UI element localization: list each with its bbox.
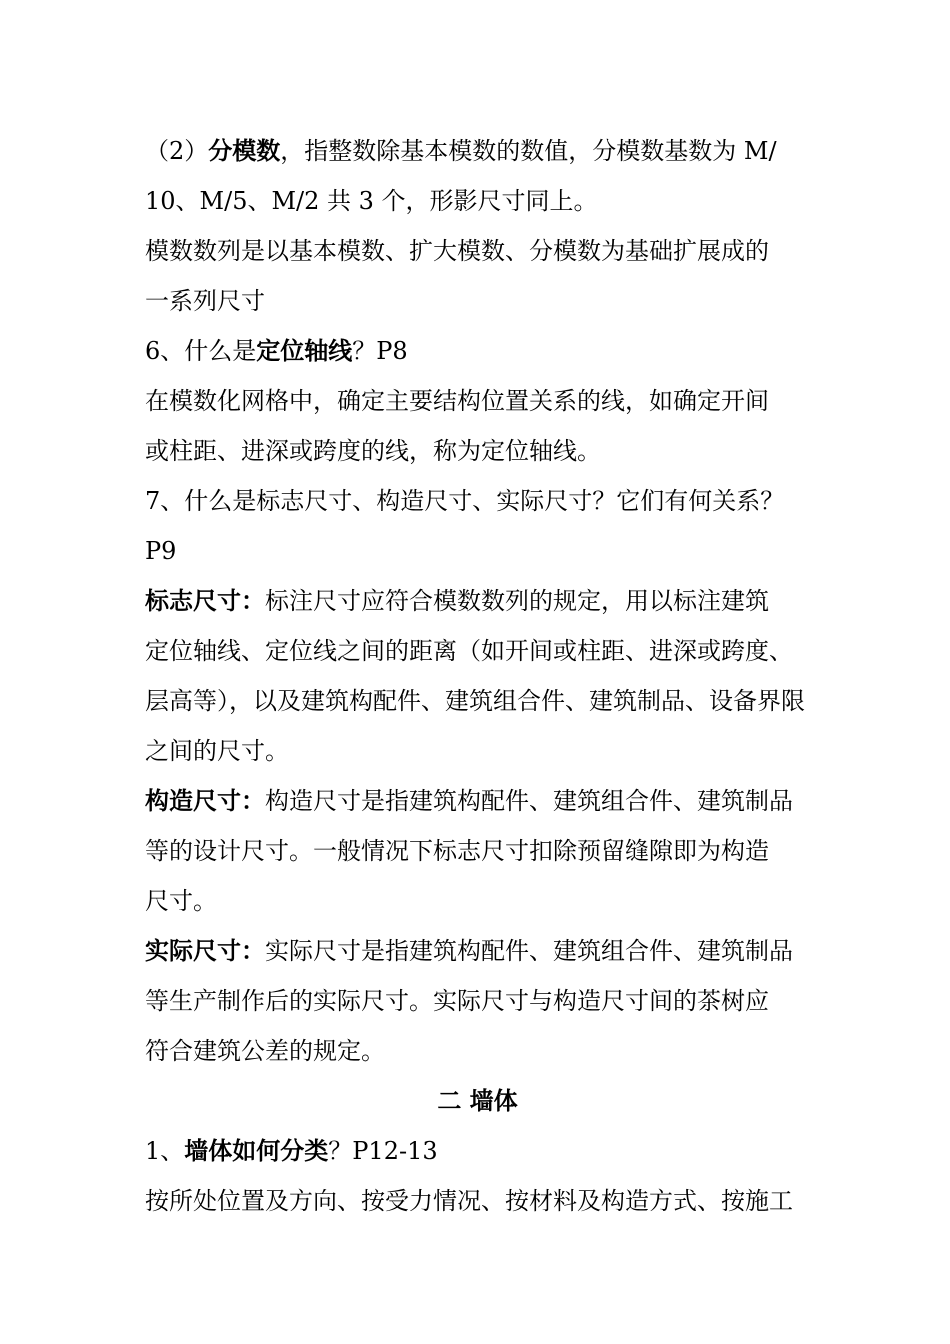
line-text: 实际尺寸是指建筑构配件、建筑组合件、建筑制品 bbox=[265, 937, 793, 965]
line-text: 10、M/5、M/2 共 3 个，形影尺寸同上。 bbox=[145, 187, 598, 215]
text-line-9 bbox=[145, 526, 810, 576]
line-text: 符合建筑公差的规定。 bbox=[145, 1037, 385, 1065]
line-text: 之间的尺寸。 bbox=[145, 737, 289, 765]
question-1 bbox=[145, 1126, 810, 1176]
text-line-10 bbox=[145, 576, 810, 626]
bold-term: 标志尺寸： bbox=[145, 587, 265, 615]
line-text: 定位轴线、定位线之间的距离（如开间或柱距、进深或跨度、 bbox=[145, 637, 793, 665]
question-6 bbox=[145, 326, 810, 376]
section-title: 二 墙体 bbox=[437, 1087, 518, 1115]
text-line-4 bbox=[145, 276, 810, 326]
line-text: 1、 bbox=[145, 1137, 185, 1165]
line-text: 一系列尺寸 bbox=[145, 287, 265, 315]
bold-term: 墙体如何分类 bbox=[184, 1137, 329, 1165]
text-line-12 bbox=[145, 676, 810, 726]
question-7 bbox=[145, 476, 810, 526]
line-text: 在模数化网格中，确定主要结构位置关系的线，如确定开间 bbox=[145, 387, 769, 415]
line-text: 7、什么是标志尺寸、构造尺寸、实际尺寸？它们有何关系？ bbox=[145, 487, 785, 515]
line-text: ，指整数除基本模数的数值，分模数基数为 M/ bbox=[280, 137, 777, 165]
text-line-2 bbox=[145, 176, 810, 226]
text-line-17 bbox=[145, 926, 810, 976]
text-line-19 bbox=[145, 1026, 810, 1076]
bold-term: 构造尺寸： bbox=[145, 787, 265, 815]
line-text: P9 bbox=[145, 537, 177, 565]
bold-term: 分模数 bbox=[208, 137, 281, 165]
line-text: 尺寸。 bbox=[145, 887, 217, 915]
text-line-1 bbox=[145, 126, 810, 176]
text-line-15 bbox=[145, 826, 810, 876]
text-line-6 bbox=[145, 376, 810, 426]
line-text: 6、什么是 bbox=[145, 337, 257, 365]
line-text: ？P8 bbox=[352, 337, 408, 365]
line-text: 等的设计尺寸。一般情况下标志尺寸扣除预留缝隙即为构造 bbox=[145, 837, 769, 865]
bold-term: 定位轴线 bbox=[256, 337, 353, 365]
line-text: ？P12-13 bbox=[328, 1137, 438, 1165]
line-text: 或柱距、进深或跨度的线，称为定位轴线。 bbox=[145, 437, 601, 465]
text-line-18 bbox=[145, 976, 810, 1026]
text-line-16 bbox=[145, 876, 810, 926]
text-line-3 bbox=[145, 226, 810, 276]
section-heading bbox=[145, 1076, 810, 1126]
line-text: 构造尺寸是指建筑构配件、建筑组合件、建筑制品 bbox=[265, 787, 793, 815]
document-page bbox=[145, 126, 810, 1226]
line-text: 模数数列是以基本模数、扩大模数、分模数为基础扩展成的 bbox=[145, 237, 769, 265]
line-text: （2） bbox=[145, 137, 209, 165]
line-text: 按所处位置及方向、按受力情况、按材料及构造方式、按施工 bbox=[145, 1187, 793, 1215]
text-line-14 bbox=[145, 776, 810, 826]
line-text: 等生产制作后的实际尺寸。实际尺寸与构造尺寸间的茶树应 bbox=[145, 987, 769, 1015]
bold-term: 实际尺寸： bbox=[145, 937, 265, 965]
text-line-7 bbox=[145, 426, 810, 476]
text-line-11 bbox=[145, 626, 810, 676]
line-text: 标注尺寸应符合模数数列的规定，用以标注建筑 bbox=[265, 587, 769, 615]
text-line-22 bbox=[145, 1176, 810, 1226]
line-text: 层高等），以及建筑构配件、建筑组合件、建筑制品、设备界限 bbox=[145, 687, 805, 715]
text-line-13 bbox=[145, 726, 810, 776]
